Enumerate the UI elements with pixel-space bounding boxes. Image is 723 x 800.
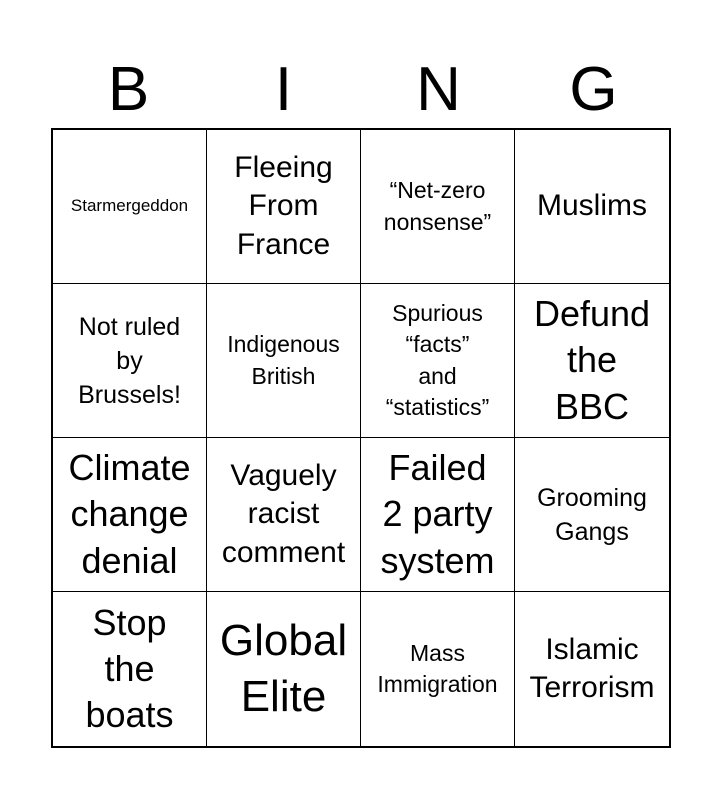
bingo-cell[interactable] [53,284,207,438]
cell-label: Muslims [537,189,647,223]
cell-label: “Net-zero nonsense” [383,177,492,235]
cell-label: Spurious “facts” and “statistics” [385,300,490,420]
cell-label: Fleeing From France [234,150,333,261]
bingo-cell[interactable] [515,592,669,746]
cell-label: Mass Immigration [377,639,498,697]
bingo-cell[interactable] [53,130,207,284]
bingo-cell[interactable] [207,438,361,592]
header-letter-i: I [274,55,293,124]
bingo-cell[interactable] [207,592,361,746]
cell-label: Grooming Gangs [537,483,647,546]
bingo-cell[interactable] [361,592,515,746]
bingo-cell[interactable] [515,284,669,438]
bingo-cell[interactable] [515,130,669,284]
header-letter-n: N [416,55,461,124]
cell-label: Climate change denial [68,447,191,581]
cell-label: Defund the BBC [533,293,651,427]
cell-label: Starmergeddon [70,196,189,216]
cell-label: Vaguely racist comment [221,458,346,569]
header-letter-g: G [569,55,618,124]
bingo-cell[interactable] [53,592,207,746]
bingo-cell[interactable] [207,130,361,284]
cell-label: Global Elite [219,616,348,721]
bingo-board [51,128,671,748]
bingo-cell[interactable] [361,284,515,438]
bingo-cell[interactable] [207,284,361,438]
cell-label: Failed 2 party system [380,447,495,581]
bingo-cell[interactable] [361,438,515,592]
cell-label: Indigenous British [227,331,340,389]
bingo-cell[interactable] [361,130,515,284]
bingo-cell[interactable] [53,438,207,592]
cell-label: Stop the boats [85,601,174,736]
header-letter-b: B [107,55,150,124]
cell-label: Not ruled by Brussels! [78,312,181,409]
cell-label: Islamic Terrorism [529,632,655,704]
bingo-cell[interactable] [515,438,669,592]
bingo-header [51,52,671,128]
